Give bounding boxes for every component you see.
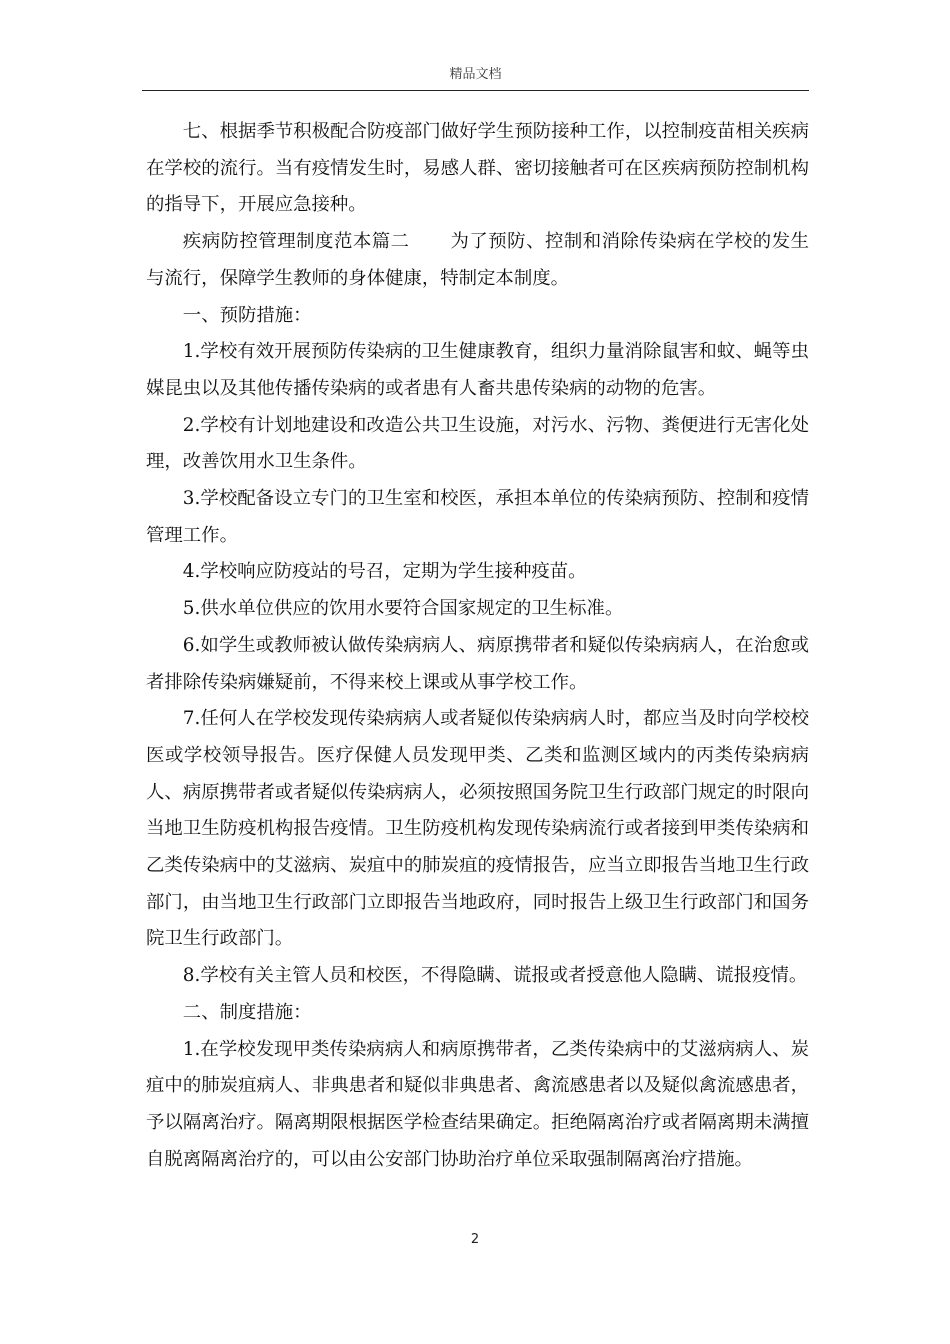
paragraph-vaccination: 七、根据季节积极配合防疫部门做好学生预防接种工作，以控制疫苗相关疾病在学校的流行。当有疫情发生时，易感人群、密切接触者可在区疾病预防控制机构的指导下，开展应急接种。 xyxy=(146,121,809,216)
header-title: 精品文档 xyxy=(449,67,502,82)
paragraph-item-7: 7.任何人在学校发现传染病病人或者疑似传染病病人时，都应当及时向学校校医或学校领导报告。医疗保健人员发现甲类、乙类和监测区域内的丙类传染病病人、病原携带者或者疑似传染病病人，必须按照国务院卫生行政部门规定的时限向当地卫生防疫机构报告疫情。卫生防疫机构发现传染病流行或者接到甲类传染病和乙类传染病中的艾滋病、炭疽中的肺炭疽的疫情报告，应当立即报告当地卫生行政部门，由当地卫生行政部门立即报告当地政府，同时报告上级卫生行政部门和国务院卫生行政部门。 xyxy=(146,708,809,950)
document-body xyxy=(146,114,809,1178)
paragraph-item-1: 1.学校有效开展预防传染病的卫生健康教育，组织力量消除鼠害和蚊、蝇等虫媒昆虫以及其他传播传染病的或者患有人畜共患传染病的动物的危害。 xyxy=(146,341,809,399)
paragraph-item-2: 2.学校有计划地建设和改造公共卫生设施，对污水、污物、粪便进行无害化处理，改善饮用水卫生条件。 xyxy=(146,414,809,473)
page-header xyxy=(142,66,809,91)
page-number: 2 xyxy=(470,1232,480,1247)
page-footer xyxy=(0,1232,950,1247)
heading-system: 二、制度措施： xyxy=(182,1001,312,1023)
paragraph-item-6: 6.如学生或教师被认做传染病病人、病原携带者和疑似传染病病人，在治愈或者排除传染病嫌疑前，不得来校上课或从事学校工作。 xyxy=(146,634,809,693)
intro-text: 为了预防、控制和消除传染病在学校的发生与流行，保障学生教师的身体健康，特制定本制度。 xyxy=(146,231,809,289)
paragraph-item-8: 8.学校有关主管人员和校医，不得隐瞒、谎报或者授意他人隐瞒、谎报疫情。 xyxy=(182,965,808,987)
heading-prevention: 一、预防措施： xyxy=(182,304,312,326)
paragraph-item-5: 5.供水单位供应的饮用水要符合国家规定的卫生标准。 xyxy=(182,598,624,620)
paragraph-system-item-1: 1.在学校发现甲类传染病病人和病原携带者，乙类传染病中的艾滋病病人、炭疽中的肺炭疽病人、非典患者和疑似非典患者、禽流感患者以及疑似禽流感患者，予以隔离治疗。隔离期限根据医学检查结果确定。拒绝隔离治疗或者隔离期未满擅自脱离隔离治疗的，可以由公安部门协助治疗单位采取强制隔离治疗措施。 xyxy=(146,1038,809,1170)
section-title: 疾病防控管理制度范本篇二 xyxy=(182,231,410,253)
paragraph-item-4: 4.学校响应防疫站的号召，定期为学生接种疫苗。 xyxy=(182,561,587,583)
paragraph-item-3: 3.学校配备设立专门的卫生室和校医，承担本单位的传染病预防、控制和疫情管理工作。 xyxy=(146,488,809,546)
paragraph-intro xyxy=(146,224,809,297)
